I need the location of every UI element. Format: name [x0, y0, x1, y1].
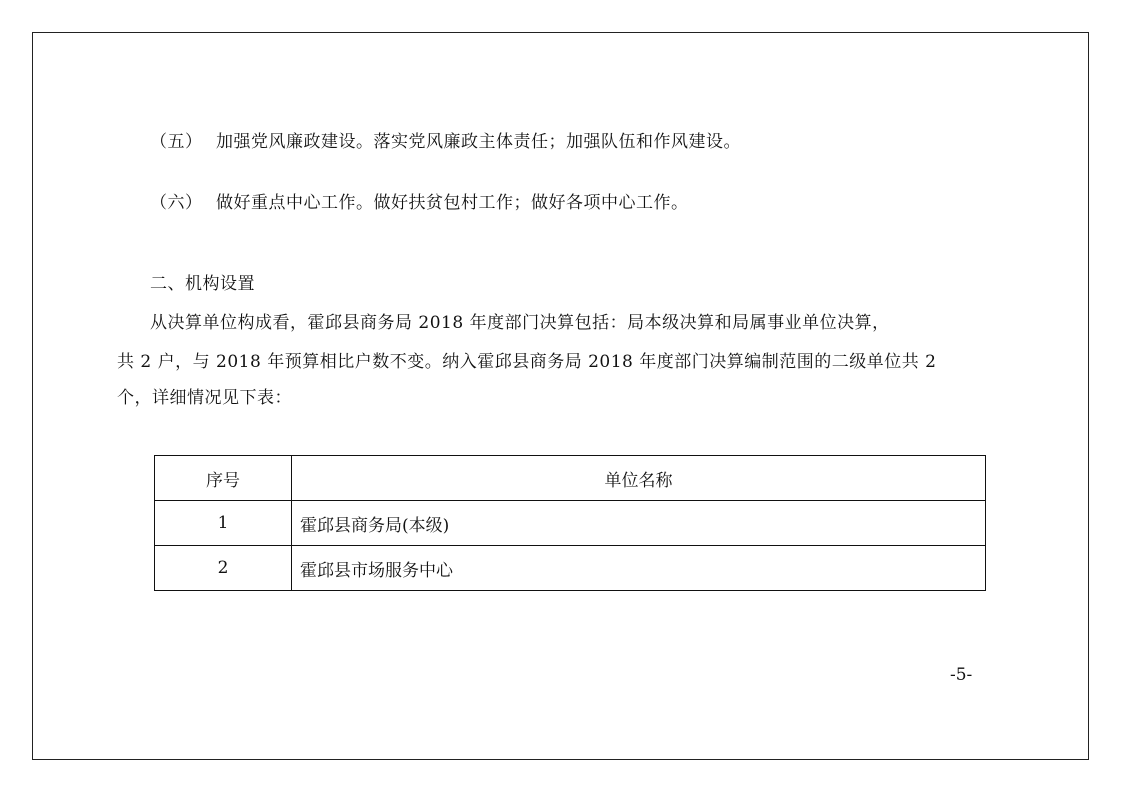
- item-five-label: （五）: [150, 132, 203, 152]
- paragraph-line-2: 共 2 户，与 2018 年预算相比户数不变。纳入霍邱县商务局 2018 年度部门决算编制范围的二级单位共 2: [117, 352, 937, 372]
- units-table: [154, 455, 986, 591]
- table-header-row: [155, 456, 986, 501]
- header-seq: 序号: [155, 456, 292, 501]
- section-heading: 二、机构设置: [150, 274, 255, 294]
- row-seq: 1: [155, 501, 292, 546]
- paragraph-line-1: 从决算单位构成看，霍邱县商务局 2018 年度部门决算包括：局本级决算和局属事业单位决算，: [150, 313, 890, 333]
- table-row: [155, 546, 986, 591]
- row-seq: 2: [155, 546, 292, 591]
- item-six-label: （六）: [150, 193, 203, 213]
- header-unit-name: 单位名称: [292, 456, 986, 501]
- paragraph-line-3: 个，详细情况见下表：: [117, 388, 292, 408]
- item-five-text: 加强党风廉政建设。落实党风廉政主体责任；加强队伍和作风建设。: [216, 132, 741, 152]
- table-row: [155, 501, 986, 546]
- item-six: [150, 192, 689, 214]
- item-six-text: 做好重点中心工作。做好扶贫包村工作；做好各项中心工作。: [216, 193, 689, 213]
- row-unit-name: 霍邱县市场服务中心: [292, 546, 986, 591]
- row-unit-name: 霍邱县商务局(本级): [292, 501, 986, 546]
- page-number: -5-: [950, 665, 973, 685]
- item-five: [150, 131, 741, 153]
